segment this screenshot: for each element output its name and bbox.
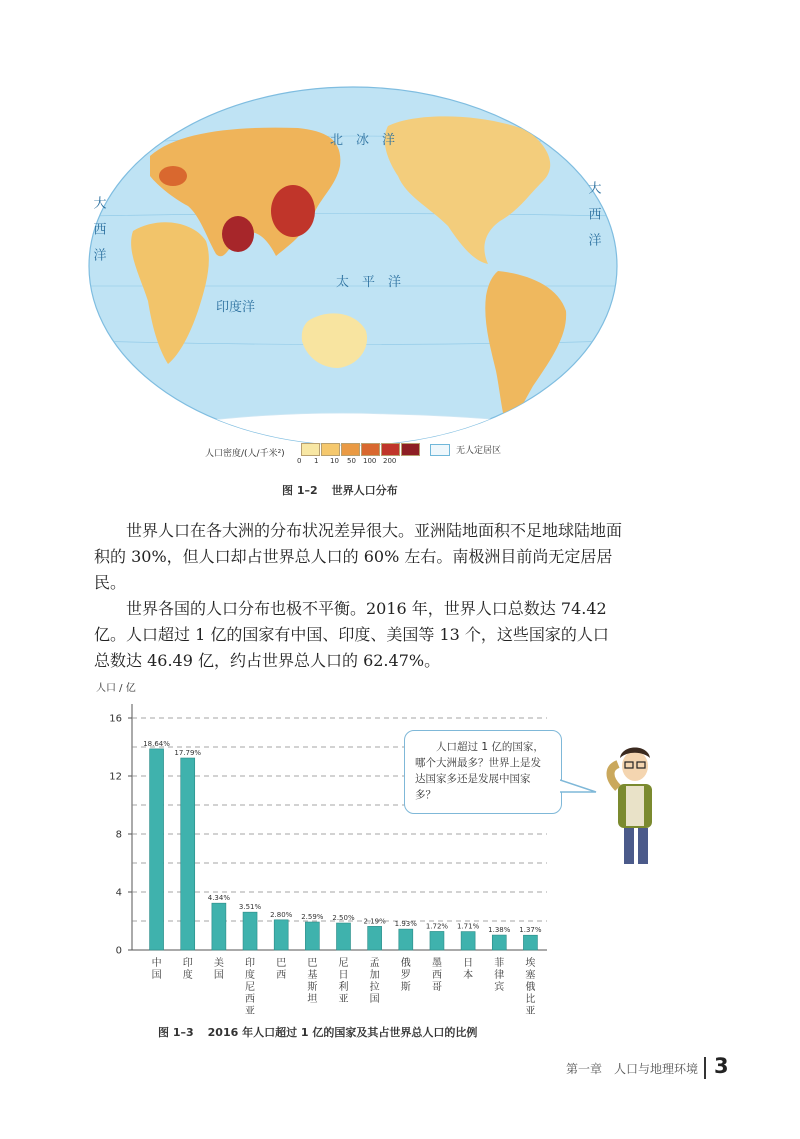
student-illustration (598, 738, 668, 868)
legend-swatch (301, 443, 320, 456)
uninhabited-label: 无人定居区 (456, 446, 502, 456)
bar (368, 926, 382, 950)
bar (212, 903, 226, 950)
bar (243, 912, 257, 950)
category-label-char: 本 (463, 970, 474, 981)
category-label-char: 俄 (525, 982, 536, 993)
category-label-char: 拉 (369, 982, 380, 993)
category-label-char: 基 (307, 970, 318, 981)
category-label-char: 国 (151, 970, 162, 981)
bar (461, 932, 475, 950)
y-tick-label: 0 (115, 945, 122, 957)
category-label-char: 墨 (431, 958, 442, 969)
bar-data-label: 2.19% (363, 917, 386, 926)
page-number: 3 (714, 1054, 729, 1078)
legend-tick: 50 (347, 457, 356, 465)
category-label-char: 坦 (307, 994, 318, 1005)
category-label-char: 斯 (307, 982, 318, 993)
arctic-ocean-label: 北 冰 洋 (330, 133, 396, 148)
category-label-char: 尼 (338, 958, 349, 969)
pacific-ocean-label: 太 平 洋 (336, 275, 402, 290)
figure-1-2-caption (282, 482, 398, 498)
bar-data-label: 1.38% (488, 926, 511, 935)
footer-chapter-title: 第一章 人口与地理环境 (565, 1062, 698, 1076)
bar-data-label: 1.93% (394, 920, 417, 929)
bar-data-label: 1.71% (456, 922, 480, 931)
bar (337, 923, 351, 950)
legend-uninhabited (430, 443, 501, 456)
paragraph-country-distribution: 世界各国的人口分布也极不平衡。2016 年，世界人口总数达 74.42 亿。人口超过 1 亿的国家有中国、印度、美国等 13 个，这些国家的人口总数达 46.49 亿，约占世界总人口的 62.47%。 (94, 599, 609, 670)
category-label-char: 度 (245, 970, 256, 981)
category-label-char: 加 (369, 970, 380, 981)
y-axis-title: 人口 / 亿 (96, 683, 136, 694)
bar (274, 920, 288, 950)
indian-ocean-label: 印度洋 (216, 300, 256, 315)
bar-data-label: 1.37% (519, 926, 542, 935)
bar-data-label: 3.51% (238, 903, 262, 912)
paragraph-asia-population: 世界人口在各大洲的分布状况差异很大。亚洲陆地面积不足地球陆地面积的 30%，但人口却占世界总人口的 60% 左右。南极洲目前尚无定居居民。 (94, 521, 623, 592)
category-label-char: 比 (525, 994, 536, 1005)
category-label-char: 印 (245, 958, 256, 969)
uninhabited-swatch (430, 444, 450, 456)
legend-swatch (321, 443, 340, 456)
footer-divider (704, 1057, 706, 1079)
category-label-char: 巴 (307, 958, 318, 969)
category-label-char: 尼 (245, 982, 256, 993)
bar (181, 758, 195, 950)
bar (399, 929, 413, 950)
legend-tick: 200 (383, 457, 397, 465)
bar-data-label: 2.80% (270, 910, 293, 919)
legend-swatches (301, 443, 421, 456)
bar-data-label: 18.64% (143, 739, 170, 748)
legend-swatch (341, 443, 360, 456)
category-label-char: 印 (182, 958, 193, 969)
caption-number: 图 1–2 (282, 484, 318, 497)
category-label-char: 西 (431, 970, 442, 981)
category-label-char: 巴 (276, 958, 287, 969)
bar-data-label: 2.59% (301, 913, 324, 922)
south-asia-density (222, 216, 254, 252)
category-label-char: 利 (338, 982, 349, 993)
category-label-char: 中 (151, 958, 162, 969)
category-label-char: 国 (213, 970, 224, 981)
category-label-char: 宾 (494, 982, 505, 993)
caption-number: 图 1–3 (158, 1026, 194, 1039)
category-label-char: 菲 (494, 958, 505, 969)
bar-data-label: 2.50% (332, 914, 355, 923)
bar (523, 935, 537, 950)
legend-tick: 1 (314, 457, 319, 465)
category-label-char: 塞 (525, 970, 536, 981)
bar-data-label: 4.34% (207, 894, 231, 903)
europe-density (159, 166, 187, 186)
legend-title: 人口密度/(人/千米²) (205, 449, 285, 459)
category-label-char: 西 (276, 970, 287, 981)
east-asia-density (271, 185, 315, 237)
bubble-tail (560, 778, 600, 798)
category-label-char: 律 (494, 970, 505, 981)
legend-tick: 100 (363, 457, 377, 465)
legend-swatch (361, 443, 380, 456)
y-tick-label: 8 (115, 829, 122, 841)
category-label-char: 孟 (369, 958, 380, 969)
category-label-char: 俄 (400, 958, 411, 969)
y-tick-label: 4 (115, 887, 122, 899)
bar-data-label: 1.72% (425, 922, 449, 931)
y-tick-label: 12 (109, 771, 122, 783)
category-label-char: 日 (338, 970, 349, 981)
bar (305, 922, 319, 950)
category-label-char: 美 (213, 958, 224, 969)
atlantic-ocean-label-left: 大 西 洋 (90, 196, 106, 261)
y-tick-label: 16 (109, 713, 122, 725)
legend-tick: 10 (330, 457, 339, 465)
antarctica-landmass (88, 413, 618, 446)
category-label-char: 罗 (400, 970, 411, 981)
bar-data-label: 17.79% (174, 749, 202, 758)
category-label-char: 亚 (245, 1006, 256, 1017)
category-label-char: 斯 (400, 982, 411, 993)
category-label-char: 日 (463, 958, 474, 969)
world-population-map (88, 86, 618, 446)
question-bubble: 人口超过 1 亿的国家，哪个大洲最多？世界上是发达国家多还是发展中国家多？ (404, 730, 562, 814)
category-label-char: 埃 (525, 958, 536, 969)
legend-swatch (401, 443, 420, 456)
bar (492, 935, 506, 950)
category-label-char: 亚 (525, 1006, 536, 1017)
legend-tick: 0 (297, 457, 302, 465)
caption-text: 2016 年人口超过 1 亿的国家及其占世界总人口的比例 (207, 1026, 478, 1039)
figure-1-3-caption (158, 1024, 477, 1040)
bar (150, 749, 164, 950)
category-label-char: 国 (369, 994, 380, 1005)
category-label-char: 度 (182, 970, 193, 981)
category-label-char: 西 (245, 994, 256, 1005)
legend-swatch (381, 443, 400, 456)
atlantic-ocean-label-right: 大 西 洋 (585, 181, 601, 246)
caption-text: 世界人口分布 (331, 484, 398, 497)
bar (430, 931, 444, 950)
category-label-char: 哥 (431, 982, 442, 993)
legend-ticks (297, 457, 417, 467)
population-bar-chart (92, 678, 567, 1018)
category-label-char: 亚 (338, 994, 349, 1005)
